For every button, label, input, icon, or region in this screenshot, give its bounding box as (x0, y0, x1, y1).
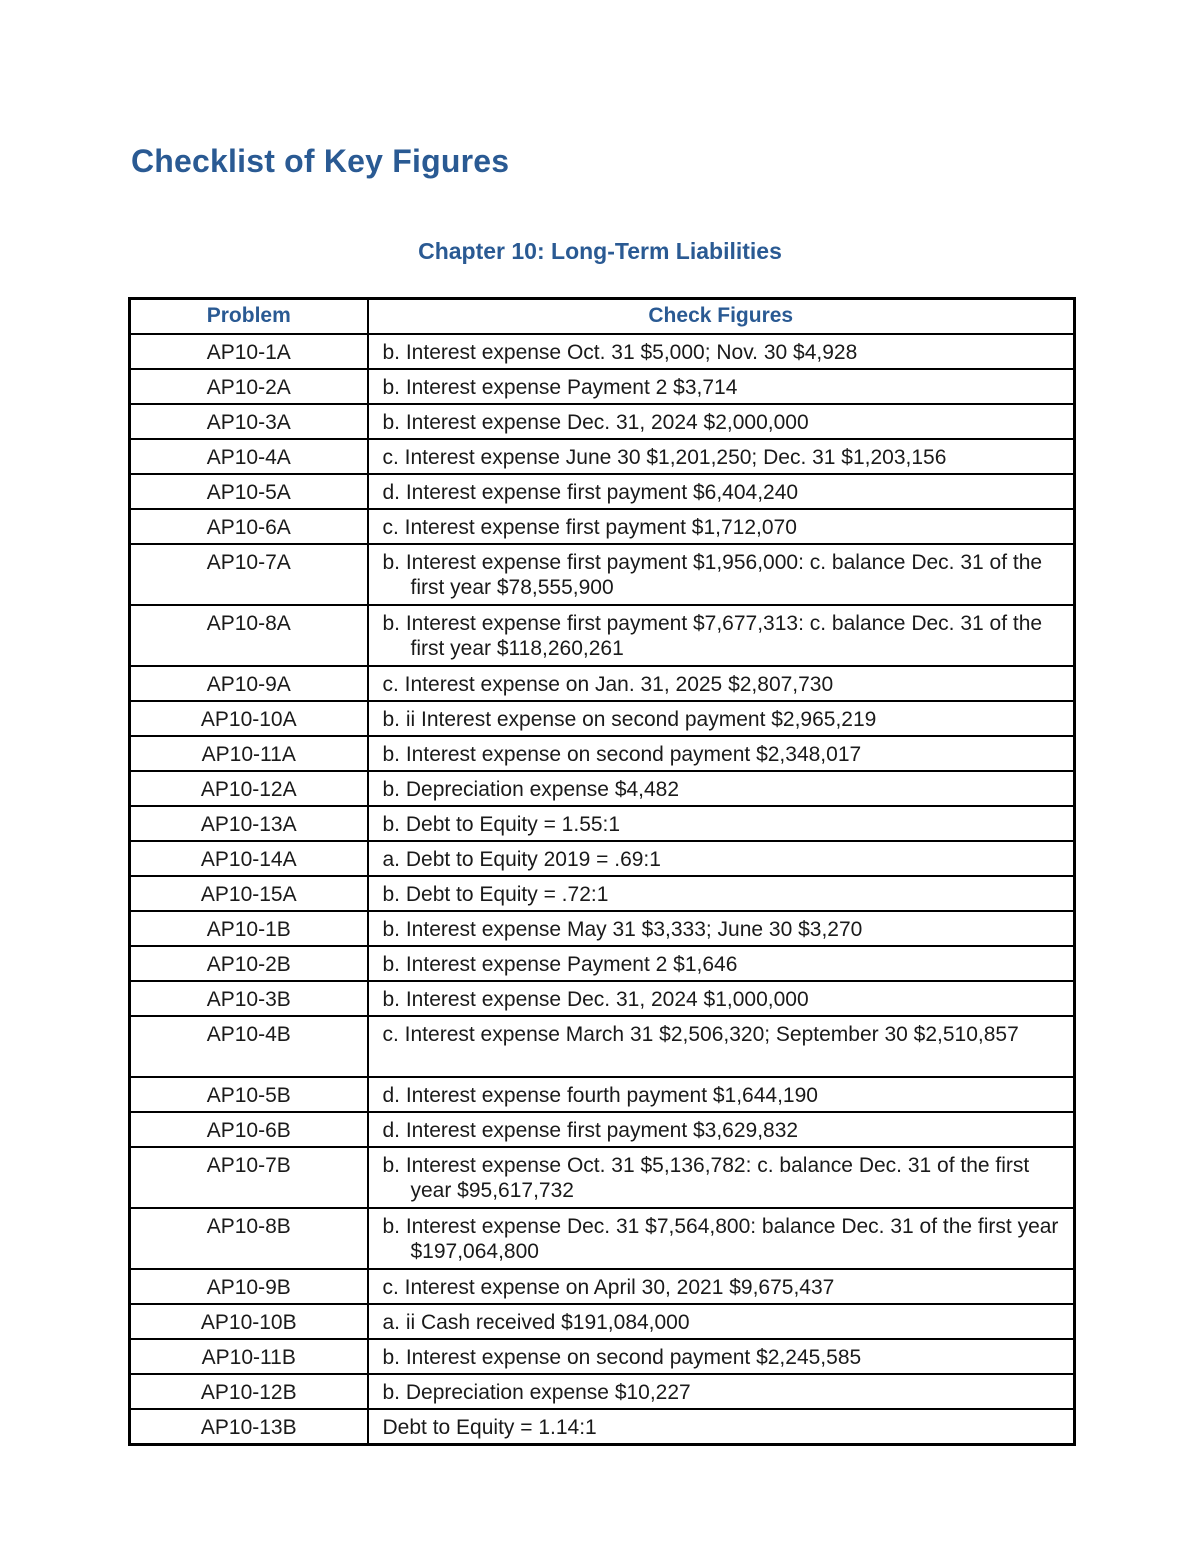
check-figure-text: b. Interest expense Oct. 31 $5,136,782: c. balance Dec. 31 of the first year $95,617,732 (382, 1154, 1030, 1202)
table-row (130, 404, 1075, 439)
document-title: Checklist of Key Figures (131, 143, 510, 179)
problem-cell: AP10-2A (130, 369, 368, 404)
check-figure-cell (368, 1269, 1075, 1304)
check-figure-text: Debt to Equity = 1.14:1 (382, 1416, 597, 1439)
table-row (130, 1147, 1075, 1208)
check-figure-cell (368, 334, 1075, 369)
problem-cell: AP10-1B (130, 911, 368, 946)
check-figure-text: d. Interest expense first payment $3,629,832 (382, 1119, 799, 1142)
table-row (130, 544, 1075, 605)
table-row (130, 666, 1075, 701)
check-figure-cell (368, 876, 1075, 911)
key-figures-table (128, 297, 1076, 1446)
check-figure-text: b. Interest expense Dec. 31 $7,564,800: balance Dec. 31 of the first year $197,064,800 (382, 1215, 1059, 1263)
table-row (130, 334, 1075, 369)
check-figure-cell (368, 404, 1075, 439)
check-figure-text: b. Debt to Equity = .72:1 (382, 883, 609, 906)
check-figure-text: b. ii Interest expense on second payment $2,965,219 (382, 708, 877, 731)
table-row (130, 701, 1075, 736)
check-figure-cell (368, 509, 1075, 544)
problem-cell: AP10-4A (130, 439, 368, 474)
table-header-row (130, 299, 1075, 335)
check-figure-text: c. Interest expense first payment $1,712,070 (382, 516, 797, 539)
check-figure-text: c. Interest expense June 30 $1,201,250; Dec. 31 $1,203,156 (382, 446, 947, 469)
problem-cell: AP10-11B (130, 1339, 368, 1374)
table-row (130, 474, 1075, 509)
check-figure-text: d. Interest expense fourth payment $1,644,190 (382, 1084, 818, 1107)
problem-cell: AP10-2B (130, 946, 368, 981)
check-figure-text: b. Interest expense Dec. 31, 2024 $2,000,000 (382, 411, 809, 434)
table-row (130, 911, 1075, 946)
check-figure-text: a. ii Cash received $191,084,000 (382, 1311, 690, 1334)
check-figure-cell (368, 1077, 1075, 1112)
problem-cell: AP10-13B (130, 1409, 368, 1445)
check-figure-cell (368, 369, 1075, 404)
check-figure-cell (368, 1304, 1075, 1339)
table-row (130, 1112, 1075, 1147)
check-figure-cell (368, 701, 1075, 736)
check-figure-cell (368, 544, 1075, 605)
problem-column-header: Problem (130, 299, 368, 335)
table-row (130, 509, 1075, 544)
check-figure-cell (368, 1374, 1075, 1409)
check-figure-cell (368, 981, 1075, 1016)
check-figure-text: b. Interest expense May 31 $3,333; June 30 $3,270 (382, 918, 863, 941)
table-row (130, 806, 1075, 841)
problem-cell: AP10-5B (130, 1077, 368, 1112)
check-figure-text: d. Interest expense first payment $6,404,240 (382, 481, 799, 504)
check-figure-cell (368, 1147, 1075, 1208)
table-row (130, 946, 1075, 981)
check-figure-cell (368, 806, 1075, 841)
problem-cell: AP10-6A (130, 509, 368, 544)
table-row (130, 1016, 1075, 1077)
table-row (130, 1208, 1075, 1269)
check-figure-text: b. Interest expense first payment $7,677,313: c. balance Dec. 31 of the first year $118,260,261 (382, 612, 1043, 660)
problem-cell: AP10-14A (130, 841, 368, 876)
table-row (130, 876, 1075, 911)
check-figure-text: c. Interest expense on Jan. 31, 2025 $2,807,730 (382, 673, 834, 696)
check-figure-cell (368, 474, 1075, 509)
chapter-title: Chapter 10: Long-Term Liabilities (418, 238, 782, 264)
table-row (130, 1374, 1075, 1409)
check-figure-cell (368, 666, 1075, 701)
problem-cell: AP10-13A (130, 806, 368, 841)
check-figure-text: b. Interest expense Payment 2 $1,646 (382, 953, 738, 976)
problem-cell: AP10-10A (130, 701, 368, 736)
check-figure-cell (368, 736, 1075, 771)
check-figure-cell (368, 771, 1075, 806)
check-figure-text: a. Debt to Equity 2019 = .69:1 (382, 848, 661, 871)
table-row (130, 605, 1075, 666)
table-row (130, 1269, 1075, 1304)
check-figure-text: b. Depreciation expense $10,227 (382, 1381, 691, 1404)
check-figure-text: b. Interest expense first payment $1,956,000: c. balance Dec. 31 of the first year $78,555,900 (382, 551, 1043, 599)
table-row (130, 1304, 1075, 1339)
check-figure-text: b. Interest expense on second payment $2,245,585 (382, 1346, 862, 1369)
problem-cell: AP10-5A (130, 474, 368, 509)
check-figure-text: b. Interest expense Dec. 31, 2024 $1,000,000 (382, 988, 809, 1011)
table-row (130, 1077, 1075, 1112)
check-figure-text: c. Interest expense on April 30, 2021 $9,675,437 (382, 1276, 835, 1299)
check-figure-cell (368, 1409, 1075, 1445)
table-row (130, 439, 1075, 474)
check-figure-text: b. Debt to Equity = 1.55:1 (382, 813, 621, 836)
check-figures-column-header: Check Figures (368, 299, 1075, 335)
check-figure-cell (368, 1016, 1075, 1077)
problem-cell: AP10-3B (130, 981, 368, 1016)
check-figure-text: b. Interest expense Payment 2 $3,714 (382, 376, 738, 399)
problem-cell: AP10-8A (130, 605, 368, 666)
check-figure-cell (368, 911, 1075, 946)
table-row (130, 369, 1075, 404)
table-row (130, 771, 1075, 806)
problem-cell: AP10-8B (130, 1208, 368, 1269)
table-row (130, 1409, 1075, 1445)
check-figure-cell (368, 1208, 1075, 1269)
check-figure-cell (368, 605, 1075, 666)
check-figure-text: c. Interest expense March 31 $2,506,320; September 30 $2,510,857 (382, 1023, 1019, 1046)
problem-cell: AP10-1A (130, 334, 368, 369)
table-row (130, 981, 1075, 1016)
problem-cell: AP10-7A (130, 544, 368, 605)
check-figure-cell (368, 1112, 1075, 1147)
problem-cell: AP10-12A (130, 771, 368, 806)
table-row (130, 1339, 1075, 1374)
problem-cell: AP10-9A (130, 666, 368, 701)
table-row (130, 736, 1075, 771)
problem-cell: AP10-9B (130, 1269, 368, 1304)
problem-cell: AP10-3A (130, 404, 368, 439)
check-figure-text: b. Depreciation expense $4,482 (382, 778, 680, 801)
problem-cell: AP10-4B (130, 1016, 368, 1077)
problem-cell: AP10-6B (130, 1112, 368, 1147)
table-row (130, 841, 1075, 876)
check-figure-text: b. Interest expense on second payment $2,348,017 (382, 743, 862, 766)
check-figure-cell (368, 946, 1075, 981)
check-figure-text: b. Interest expense Oct. 31 $5,000; Nov. 30 $4,928 (382, 341, 858, 364)
problem-cell: AP10-10B (130, 1304, 368, 1339)
problem-cell: AP10-12B (130, 1374, 368, 1409)
problem-cell: AP10-7B (130, 1147, 368, 1208)
check-figure-cell (368, 439, 1075, 474)
check-figure-cell (368, 1339, 1075, 1374)
problem-cell: AP10-15A (130, 876, 368, 911)
check-figure-cell (368, 841, 1075, 876)
problem-cell: AP10-11A (130, 736, 368, 771)
